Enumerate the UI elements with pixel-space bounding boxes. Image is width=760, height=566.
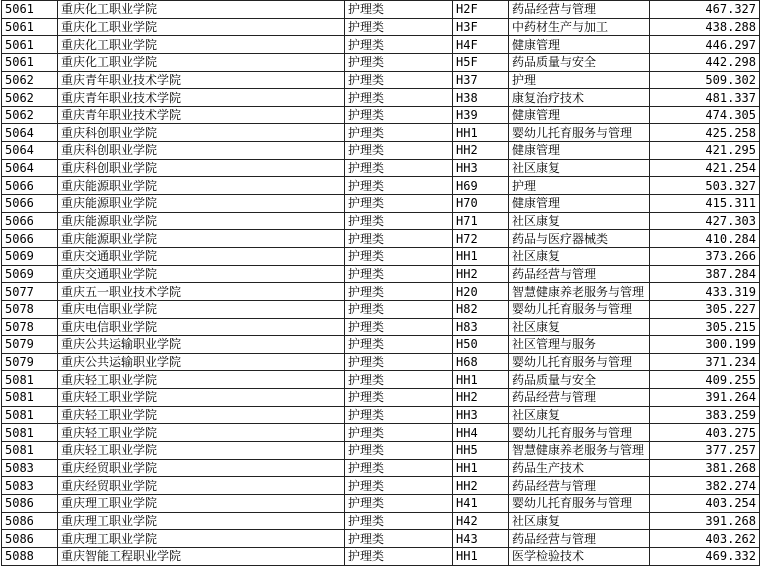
school-name-cell: 重庆经贸职业学院 xyxy=(58,477,345,495)
score-cell: 438.288 xyxy=(650,18,760,36)
school-name-cell: 重庆经贸职业学院 xyxy=(58,459,345,477)
table-body xyxy=(2,1,760,566)
category-cell: 护理类 xyxy=(345,442,453,460)
table-row xyxy=(2,512,760,530)
category-cell: 护理类 xyxy=(345,247,453,265)
table-row xyxy=(2,212,760,230)
category-cell: 护理类 xyxy=(345,18,453,36)
table-row xyxy=(2,53,760,71)
table-row xyxy=(2,230,760,248)
score-cell: 387.284 xyxy=(650,265,760,283)
school-name-cell: 重庆科创职业学院 xyxy=(58,124,345,142)
category-cell: 护理类 xyxy=(345,106,453,124)
score-cell: 403.254 xyxy=(650,494,760,512)
school-name-cell: 重庆公共运输职业学院 xyxy=(58,353,345,371)
score-cell: 415.311 xyxy=(650,195,760,213)
table-row xyxy=(2,477,760,495)
table-row xyxy=(2,283,760,301)
school-name-cell: 重庆化工职业学院 xyxy=(58,1,345,19)
school-code-cell: 5083 xyxy=(2,477,58,495)
major-code-cell: H71 xyxy=(453,212,509,230)
major-name-cell: 社区康复 xyxy=(509,247,650,265)
school-name-cell: 重庆能源职业学院 xyxy=(58,195,345,213)
category-cell: 护理类 xyxy=(345,53,453,71)
major-name-cell: 护理 xyxy=(509,177,650,195)
category-cell: 护理类 xyxy=(345,459,453,477)
category-cell: 护理类 xyxy=(345,36,453,54)
score-cell: 410.284 xyxy=(650,230,760,248)
major-name-cell: 婴幼儿托育服务与管理 xyxy=(509,494,650,512)
category-cell: 护理类 xyxy=(345,177,453,195)
major-code-cell: HH2 xyxy=(453,389,509,407)
school-name-cell: 重庆交通职业学院 xyxy=(58,247,345,265)
major-name-cell: 药品经营与管理 xyxy=(509,477,650,495)
table-row xyxy=(2,547,760,565)
major-name-cell: 药品经营与管理 xyxy=(509,1,650,19)
score-cell: 391.264 xyxy=(650,389,760,407)
major-name-cell: 药品经营与管理 xyxy=(509,389,650,407)
table-row xyxy=(2,265,760,283)
score-cell: 509.302 xyxy=(650,71,760,89)
major-code-cell: HH5 xyxy=(453,442,509,460)
school-name-cell: 重庆能源职业学院 xyxy=(58,230,345,248)
major-name-cell: 药品经营与管理 xyxy=(509,530,650,548)
major-code-cell: H68 xyxy=(453,353,509,371)
major-name-cell: 婴幼儿托育服务与管理 xyxy=(509,124,650,142)
major-name-cell: 医学检验技术 xyxy=(509,547,650,565)
major-code-cell: HH1 xyxy=(453,247,509,265)
school-code-cell: 5061 xyxy=(2,1,58,19)
table-row xyxy=(2,18,760,36)
school-name-cell: 重庆电信职业学院 xyxy=(58,318,345,336)
major-name-cell: 药品经营与管理 xyxy=(509,265,650,283)
major-name-cell: 社区康复 xyxy=(509,318,650,336)
major-name-cell: 药品质量与安全 xyxy=(509,53,650,71)
school-code-cell: 5078 xyxy=(2,318,58,336)
score-cell: 403.262 xyxy=(650,530,760,548)
school-code-cell: 5062 xyxy=(2,106,58,124)
category-cell: 护理类 xyxy=(345,124,453,142)
category-cell: 护理类 xyxy=(345,195,453,213)
school-code-cell: 5061 xyxy=(2,18,58,36)
score-cell: 382.274 xyxy=(650,477,760,495)
major-name-cell: 智慧健康养老服务与管理 xyxy=(509,442,650,460)
category-cell: 护理类 xyxy=(345,1,453,19)
major-code-cell: H5F xyxy=(453,53,509,71)
school-code-cell: 5079 xyxy=(2,336,58,354)
major-code-cell: H72 xyxy=(453,230,509,248)
score-cell: 442.298 xyxy=(650,53,760,71)
admission-score-table xyxy=(1,0,760,566)
major-code-cell: H83 xyxy=(453,318,509,336)
school-code-cell: 5081 xyxy=(2,371,58,389)
school-name-cell: 重庆化工职业学院 xyxy=(58,53,345,71)
school-code-cell: 5069 xyxy=(2,265,58,283)
school-code-cell: 5066 xyxy=(2,230,58,248)
school-code-cell: 5083 xyxy=(2,459,58,477)
school-code-cell: 5069 xyxy=(2,247,58,265)
category-cell: 护理类 xyxy=(345,212,453,230)
score-cell: 446.297 xyxy=(650,36,760,54)
score-cell: 305.215 xyxy=(650,318,760,336)
school-code-cell: 5062 xyxy=(2,71,58,89)
major-code-cell: H2F xyxy=(453,1,509,19)
major-code-cell: HH3 xyxy=(453,406,509,424)
school-code-cell: 5061 xyxy=(2,36,58,54)
table-row xyxy=(2,318,760,336)
table-row xyxy=(2,142,760,160)
score-cell: 425.258 xyxy=(650,124,760,142)
major-code-cell: H42 xyxy=(453,512,509,530)
major-code-cell: H43 xyxy=(453,530,509,548)
major-code-cell: HH3 xyxy=(453,159,509,177)
major-code-cell: H41 xyxy=(453,494,509,512)
major-name-cell: 智慧健康养老服务与管理 xyxy=(509,283,650,301)
table-row xyxy=(2,247,760,265)
score-cell: 305.227 xyxy=(650,300,760,318)
school-name-cell: 重庆轻工职业学院 xyxy=(58,406,345,424)
major-code-cell: H38 xyxy=(453,89,509,107)
school-name-cell: 重庆化工职业学院 xyxy=(58,36,345,54)
major-code-cell: HH1 xyxy=(453,547,509,565)
school-name-cell: 重庆化工职业学院 xyxy=(58,18,345,36)
school-code-cell: 5081 xyxy=(2,424,58,442)
major-name-cell: 药品质量与安全 xyxy=(509,371,650,389)
school-code-cell: 5086 xyxy=(2,512,58,530)
major-name-cell: 中药材生产与加工 xyxy=(509,18,650,36)
category-cell: 护理类 xyxy=(345,265,453,283)
school-name-cell: 重庆理工职业学院 xyxy=(58,530,345,548)
school-name-cell: 重庆能源职业学院 xyxy=(58,177,345,195)
table-row xyxy=(2,442,760,460)
school-name-cell: 重庆公共运输职业学院 xyxy=(58,336,345,354)
category-cell: 护理类 xyxy=(345,424,453,442)
major-name-cell: 健康管理 xyxy=(509,106,650,124)
school-code-cell: 5062 xyxy=(2,89,58,107)
score-cell: 373.266 xyxy=(650,247,760,265)
table-row xyxy=(2,71,760,89)
table-row xyxy=(2,106,760,124)
school-code-cell: 5077 xyxy=(2,283,58,301)
category-cell: 护理类 xyxy=(345,406,453,424)
category-cell: 护理类 xyxy=(345,71,453,89)
major-name-cell: 社区康复 xyxy=(509,212,650,230)
school-name-cell: 重庆科创职业学院 xyxy=(58,159,345,177)
school-name-cell: 重庆轻工职业学院 xyxy=(58,442,345,460)
major-name-cell: 社区康复 xyxy=(509,512,650,530)
school-code-cell: 5078 xyxy=(2,300,58,318)
school-name-cell: 重庆理工职业学院 xyxy=(58,512,345,530)
score-cell: 403.275 xyxy=(650,424,760,442)
category-cell: 护理类 xyxy=(345,142,453,160)
category-cell: 护理类 xyxy=(345,159,453,177)
table-row xyxy=(2,336,760,354)
major-code-cell: H82 xyxy=(453,300,509,318)
major-code-cell: HH4 xyxy=(453,424,509,442)
category-cell: 护理类 xyxy=(345,353,453,371)
score-cell: 427.303 xyxy=(650,212,760,230)
category-cell: 护理类 xyxy=(345,336,453,354)
category-cell: 护理类 xyxy=(345,494,453,512)
category-cell: 护理类 xyxy=(345,300,453,318)
score-cell: 300.199 xyxy=(650,336,760,354)
table-row xyxy=(2,530,760,548)
major-code-cell: HH1 xyxy=(453,459,509,477)
major-code-cell: HH2 xyxy=(453,142,509,160)
table-row xyxy=(2,459,760,477)
major-code-cell: H37 xyxy=(453,71,509,89)
major-code-cell: H39 xyxy=(453,106,509,124)
category-cell: 护理类 xyxy=(345,389,453,407)
major-name-cell: 社区管理与服务 xyxy=(509,336,650,354)
table-row xyxy=(2,406,760,424)
category-cell: 护理类 xyxy=(345,318,453,336)
table-row xyxy=(2,389,760,407)
major-name-cell: 婴幼儿托育服务与管理 xyxy=(509,300,650,318)
school-name-cell: 重庆能源职业学院 xyxy=(58,212,345,230)
school-name-cell: 重庆轻工职业学院 xyxy=(58,389,345,407)
school-name-cell: 重庆青年职业技术学院 xyxy=(58,71,345,89)
school-code-cell: 5081 xyxy=(2,442,58,460)
major-name-cell: 康复治疗技术 xyxy=(509,89,650,107)
major-name-cell: 护理 xyxy=(509,71,650,89)
major-name-cell: 健康管理 xyxy=(509,142,650,160)
school-code-cell: 5081 xyxy=(2,389,58,407)
category-cell: 护理类 xyxy=(345,547,453,565)
table-row xyxy=(2,177,760,195)
major-name-cell: 健康管理 xyxy=(509,195,650,213)
score-cell: 391.268 xyxy=(650,512,760,530)
school-code-cell: 5086 xyxy=(2,494,58,512)
score-cell: 383.259 xyxy=(650,406,760,424)
table-row xyxy=(2,353,760,371)
table-row xyxy=(2,424,760,442)
score-cell: 469.332 xyxy=(650,547,760,565)
school-code-cell: 5086 xyxy=(2,530,58,548)
score-cell: 503.327 xyxy=(650,177,760,195)
school-name-cell: 重庆科创职业学院 xyxy=(58,142,345,160)
major-name-cell: 婴幼儿托育服务与管理 xyxy=(509,424,650,442)
school-code-cell: 5081 xyxy=(2,406,58,424)
school-name-cell: 重庆轻工职业学院 xyxy=(58,371,345,389)
category-cell: 护理类 xyxy=(345,230,453,248)
major-code-cell: HH2 xyxy=(453,477,509,495)
score-cell: 474.305 xyxy=(650,106,760,124)
major-name-cell: 药品与医疗器械类 xyxy=(509,230,650,248)
school-name-cell: 重庆理工职业学院 xyxy=(58,494,345,512)
score-cell: 467.327 xyxy=(650,1,760,19)
school-name-cell: 重庆青年职业技术学院 xyxy=(58,106,345,124)
major-code-cell: H4F xyxy=(453,36,509,54)
category-cell: 护理类 xyxy=(345,512,453,530)
category-cell: 护理类 xyxy=(345,89,453,107)
table-row xyxy=(2,371,760,389)
school-code-cell: 5064 xyxy=(2,159,58,177)
major-code-cell: HH1 xyxy=(453,371,509,389)
major-code-cell: HH2 xyxy=(453,265,509,283)
major-code-cell: H69 xyxy=(453,177,509,195)
major-code-cell: H50 xyxy=(453,336,509,354)
table-row xyxy=(2,36,760,54)
table-row xyxy=(2,124,760,142)
table-row xyxy=(2,1,760,19)
school-code-cell: 5079 xyxy=(2,353,58,371)
category-cell: 护理类 xyxy=(345,477,453,495)
school-name-cell: 重庆电信职业学院 xyxy=(58,300,345,318)
school-code-cell: 5088 xyxy=(2,547,58,565)
major-name-cell: 社区康复 xyxy=(509,159,650,177)
score-cell: 433.319 xyxy=(650,283,760,301)
table-row xyxy=(2,89,760,107)
major-name-cell: 社区康复 xyxy=(509,406,650,424)
major-name-cell: 婴幼儿托育服务与管理 xyxy=(509,353,650,371)
table-row xyxy=(2,300,760,318)
school-name-cell: 重庆轻工职业学院 xyxy=(58,424,345,442)
score-cell: 481.337 xyxy=(650,89,760,107)
category-cell: 护理类 xyxy=(345,371,453,389)
school-code-cell: 5061 xyxy=(2,53,58,71)
table-row xyxy=(2,159,760,177)
score-cell: 371.234 xyxy=(650,353,760,371)
school-name-cell: 重庆青年职业技术学院 xyxy=(58,89,345,107)
major-code-cell: H20 xyxy=(453,283,509,301)
school-name-cell: 重庆五一职业技术学院 xyxy=(58,283,345,301)
score-cell: 421.295 xyxy=(650,142,760,160)
score-cell: 377.257 xyxy=(650,442,760,460)
category-cell: 护理类 xyxy=(345,530,453,548)
table-row xyxy=(2,195,760,213)
school-name-cell: 重庆智能工程职业学院 xyxy=(58,547,345,565)
major-name-cell: 药品生产技术 xyxy=(509,459,650,477)
school-code-cell: 5066 xyxy=(2,195,58,213)
major-name-cell: 健康管理 xyxy=(509,36,650,54)
school-code-cell: 5066 xyxy=(2,212,58,230)
major-code-cell: H3F xyxy=(453,18,509,36)
school-code-cell: 5064 xyxy=(2,124,58,142)
major-code-cell: H70 xyxy=(453,195,509,213)
school-name-cell: 重庆交通职业学院 xyxy=(58,265,345,283)
school-code-cell: 5066 xyxy=(2,177,58,195)
score-cell: 381.268 xyxy=(650,459,760,477)
table-row xyxy=(2,494,760,512)
major-code-cell: HH1 xyxy=(453,124,509,142)
score-cell: 409.255 xyxy=(650,371,760,389)
category-cell: 护理类 xyxy=(345,283,453,301)
score-cell: 421.254 xyxy=(650,159,760,177)
school-code-cell: 5064 xyxy=(2,142,58,160)
